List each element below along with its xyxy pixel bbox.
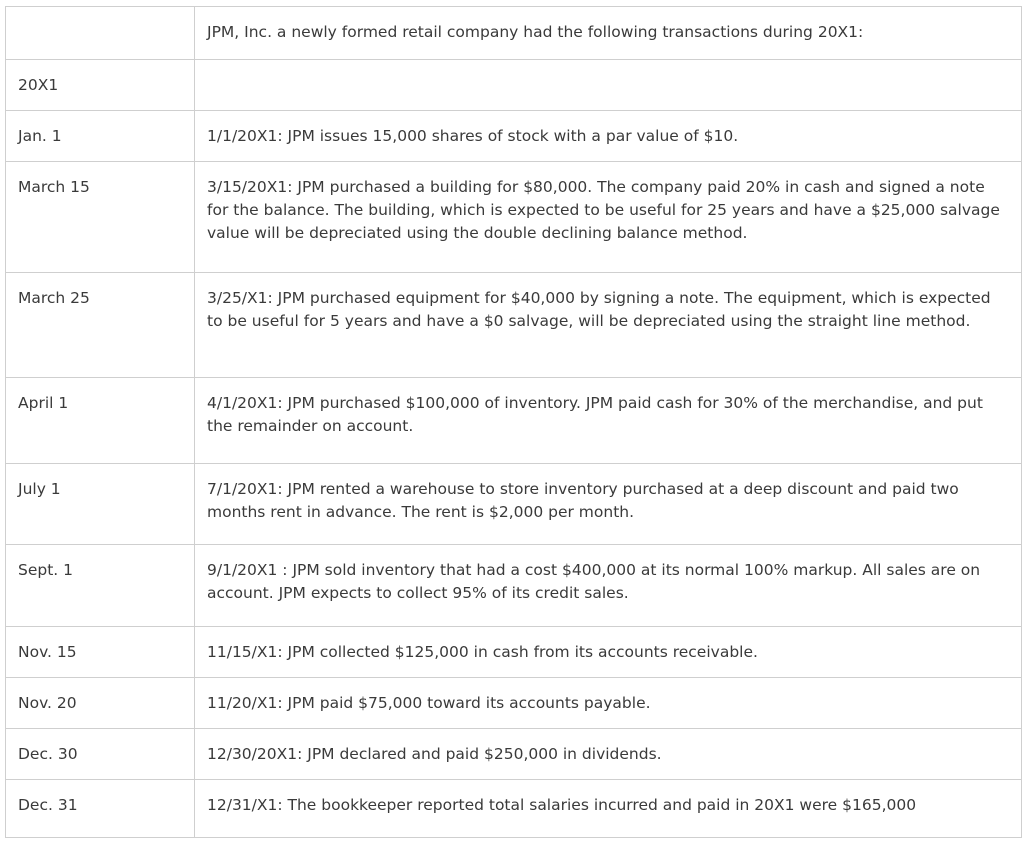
row-description: 11/20/X1: JPM paid $75,000 toward its accounts payable. xyxy=(195,678,1022,729)
row-description: 12/31/X1: The bookkeeper reported total salaries incurred and paid in 20X1 were $165,000 xyxy=(195,780,1022,838)
table-row xyxy=(6,678,1022,729)
table-row xyxy=(6,545,1022,627)
row-description: 9/1/20X1 : JPM sold inventory that had a cost $400,000 at its normal 100% markup. All sales are on account. JPM expects to collect 95% of its credit sales. xyxy=(195,545,1022,627)
table-row xyxy=(6,111,1022,162)
row-date: April 1 xyxy=(6,378,195,464)
row-date: Dec. 30 xyxy=(6,729,195,780)
table-row xyxy=(6,162,1022,273)
transactions-table xyxy=(5,6,1022,838)
row-date: March 25 xyxy=(6,273,195,378)
intro-text: JPM, Inc. a newly formed retail company had the following transactions during 20X1: xyxy=(195,7,1022,60)
row-date: March 15 xyxy=(6,162,195,273)
table-row xyxy=(6,780,1022,838)
row-description: 4/1/20X1: JPM purchased $100,000 of inventory. JPM paid cash for 30% of the merchandise, and put the remainder on account. xyxy=(195,378,1022,464)
year-label: 20X1 xyxy=(6,60,195,111)
row-description: 3/25/X1: JPM purchased equipment for $40,000 by signing a note. The equipment, which is expected to be useful for 5 years and have a $0 salvage, will be depreciated using the straight line method. xyxy=(195,273,1022,378)
table-row xyxy=(6,273,1022,378)
row-date: Jan. 1 xyxy=(6,111,195,162)
row-description: 11/15/X1: JPM collected $125,000 in cash from its accounts receivable. xyxy=(195,627,1022,678)
row-date: Sept. 1 xyxy=(6,545,195,627)
row-description: 7/1/20X1: JPM rented a warehouse to store inventory purchased at a deep discount and paid two months rent in advance. The rent is $2,000 per month. xyxy=(195,464,1022,545)
table-row xyxy=(6,378,1022,464)
year-row xyxy=(6,60,1022,111)
row-description: 12/30/20X1: JPM declared and paid $250,000 in dividends. xyxy=(195,729,1022,780)
row-description: 3/15/20X1: JPM purchased a building for $80,000. The company paid 20% in cash and signed a note for the balance. The building, which is expected to be useful for 25 years and have a $25,000 salvage value will be depreciated using the double declining balance method. xyxy=(195,162,1022,273)
row-date: Nov. 15 xyxy=(6,627,195,678)
row-date: July 1 xyxy=(6,464,195,545)
table-row xyxy=(6,464,1022,545)
header-date-cell xyxy=(6,7,195,60)
header-row xyxy=(6,7,1022,60)
row-date: Nov. 20 xyxy=(6,678,195,729)
table-row xyxy=(6,729,1022,780)
row-description: 1/1/20X1: JPM issues 15,000 shares of stock with a par value of $10. xyxy=(195,111,1022,162)
year-row-text xyxy=(195,60,1022,111)
row-date: Dec. 31 xyxy=(6,780,195,838)
table-row xyxy=(6,627,1022,678)
